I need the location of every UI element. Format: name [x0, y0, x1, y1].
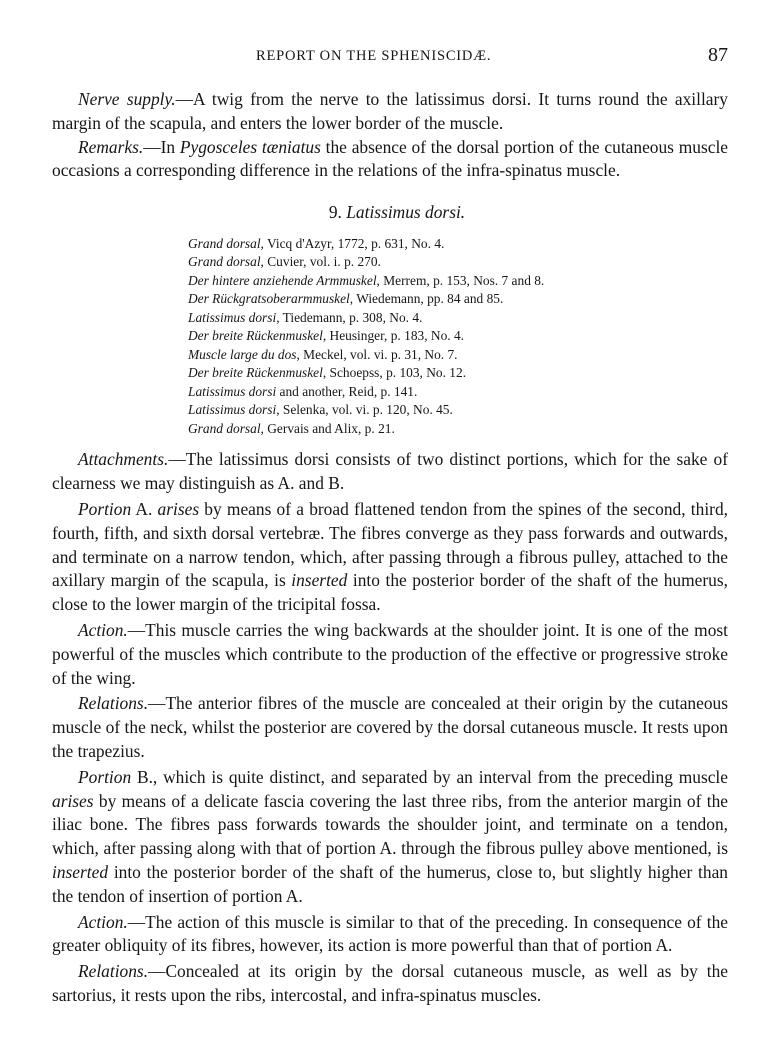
synonym-source: , Merrem, p. 153, Nos. 7 and 8.	[376, 272, 545, 288]
portion-a-paragraph	[52, 498, 728, 617]
portion-a-label: Portion	[78, 499, 132, 520]
remarks-pre: —In	[143, 136, 180, 157]
synonym-item	[188, 309, 728, 328]
synonym-item	[188, 383, 728, 402]
synonym-list	[52, 235, 728, 439]
relations-a-paragraph	[52, 692, 728, 763]
action-b-label: Action.	[78, 911, 128, 932]
running-title: REPORT ON THE SPHENISCIDÆ.	[256, 48, 492, 64]
synonym-name: Grand dorsal	[188, 420, 261, 436]
relations-b-label: Relations.	[78, 961, 149, 982]
synonym-item	[188, 290, 728, 309]
relations-a-text: —The anterior fibres of the muscle are concealed at their origin by the cutaneous muscle of the neck, whilst the posterior are covered by the dorsal cutaneous muscle. It rests upon the trapezius.	[52, 693, 728, 762]
action-a-label: Action.	[78, 620, 128, 641]
synonym-item	[188, 401, 728, 420]
portion-b-pre: B., which is quite distinct, and separated by an interval from the preceding muscle	[131, 766, 728, 787]
action-b-paragraph	[52, 911, 728, 959]
portion-b-mid: by means of a delicate fascia covering the last three ribs, from the anterior margin of the iliac bone. The fibres pass forwards towards the shoulder joint, and terminate on a tendon, which, after passing along with that of portion A. through the fibrous pulley above mentioned, is	[52, 790, 728, 859]
page-number: 87	[708, 44, 728, 66]
nerve-supply-paragraph	[52, 88, 728, 136]
synonym-name: Latissimus dorsi	[188, 383, 277, 399]
synonym-source: , Cuvier, vol. i. p. 270.	[260, 254, 381, 270]
synonym-name: Latissimus dorsi	[188, 309, 277, 325]
synonym-source: , Heusinger, p. 183, No. 4.	[322, 328, 465, 344]
synonym-item	[188, 235, 728, 254]
synonym-item	[188, 420, 728, 439]
synonym-name: Grand dorsal	[188, 235, 261, 251]
synonym-source: , Selenka, vol. vi. p. 120, No. 45.	[276, 402, 453, 418]
attachments-text: —The latissimus dorsi consists of two distinct portions, which for the sake of clearness we may distinguish as A. and B.	[52, 449, 728, 494]
portion-b-post: into the posterior border of the shaft of the humerus, close to, but slightly higher than the tendon of insertion of portion A.	[52, 862, 728, 906]
remarks-text: the absence of the dorsal portion of the cutaneous muscle occasions a corresponding difference in the relations of the infra-spinatus muscle.	[52, 136, 728, 181]
nerve-supply-text: —A twig from the nerve to the latissimus dorsi. It turns round the axillary margin of the scapula, and enters the lower border of the muscle.	[52, 89, 728, 133]
synonym-source: , Tiedemann, p. 308, No. 4.	[276, 309, 423, 325]
synonym-item	[188, 346, 728, 365]
remarks-paragraph	[52, 136, 728, 184]
synonym-source: , Schoepss, p. 103, No. 12.	[322, 365, 467, 381]
synonym-name: Der Rückgratsoberarmmuskel	[188, 291, 350, 307]
synonym-source: and another, Reid, p. 141.	[276, 383, 418, 399]
synonym-item	[188, 327, 728, 346]
synonym-item	[188, 364, 728, 383]
remarks-species: Pygosceles tæniatus	[179, 136, 321, 157]
synonym-item	[188, 272, 728, 291]
synonym-name: Grand dorsal	[188, 254, 261, 270]
nerve-supply-label: Nerve supply.	[78, 89, 176, 109]
synonym-source: , Gervais and Alix, p. 21.	[260, 420, 395, 436]
action-a-paragraph	[52, 619, 728, 690]
section-number: 9.	[328, 202, 342, 223]
section-heading	[52, 201, 728, 225]
attachments-label: Attachments.	[78, 449, 169, 470]
portion-a-inserted: inserted	[291, 570, 348, 591]
relations-b-text: —Concealed at its origin by the dorsal cutaneous muscle, as well as by the sartorius, it rests upon the ribs, intercostal, and infra-spinatus muscles.	[52, 961, 728, 1006]
portion-a-mid: by means of a broad flattened tendon from the spines of the second, third, fourth, fifth, and sixth dorsal vertebræ. The fibres converge as they pass forwards and outwards, and terminate on a narrow tendon, which, after passing through a fibrous pulley, attached to the axillary margin of the scapula, is	[52, 499, 728, 591]
synonym-name: Der breite Rückenmuskel	[188, 365, 323, 381]
synonym-source: , Vicq d'Azyr, 1772, p. 631, No. 4.	[260, 235, 445, 251]
synonym-name: Muscle large du dos	[188, 346, 297, 362]
portion-a-post: into the posterior border of the shaft of the humerus, close to the lower margin of the tricipital fossa.	[52, 570, 728, 615]
portion-b-arises: arises	[52, 790, 94, 811]
synonym-name: Der hintere anziehende Armmuskel	[188, 272, 377, 288]
relations-a-label: Relations.	[78, 693, 149, 714]
remarks-label: Remarks.	[78, 136, 144, 157]
running-head	[52, 44, 728, 68]
attachments-paragraph	[52, 448, 728, 496]
action-a-text: —This muscle carries the wing backwards at the shoulder joint. It is one of the most powerful of the muscles which contribute to the production of the effective or progressive stroke of the wing.	[52, 620, 728, 688]
synonym-source: , Meckel, vol. vi. p. 31, No. 7.	[296, 346, 458, 362]
portion-b-inserted: inserted	[52, 862, 109, 883]
synonym-item	[188, 253, 728, 272]
synonym-name: Latissimus dorsi	[188, 402, 277, 418]
portion-b-paragraph	[52, 766, 728, 909]
section-title: Latissimus dorsi.	[346, 202, 466, 223]
relations-b-paragraph	[52, 960, 728, 1008]
action-b-text: —The action of this muscle is similar to that of the preceding. In consequence of the greater obliquity of its fibres, however, its action is more powerful than that of portion A.	[52, 911, 728, 956]
portion-a-arises: arises	[157, 499, 200, 520]
portion-b-label: Portion	[78, 766, 132, 787]
synonym-name: Der breite Rückenmuskel	[188, 328, 323, 344]
portion-a-pre: A.	[131, 499, 158, 520]
body-text	[52, 88, 728, 1010]
synonym-source: , Wiedemann, pp. 84 and 85.	[349, 291, 504, 307]
